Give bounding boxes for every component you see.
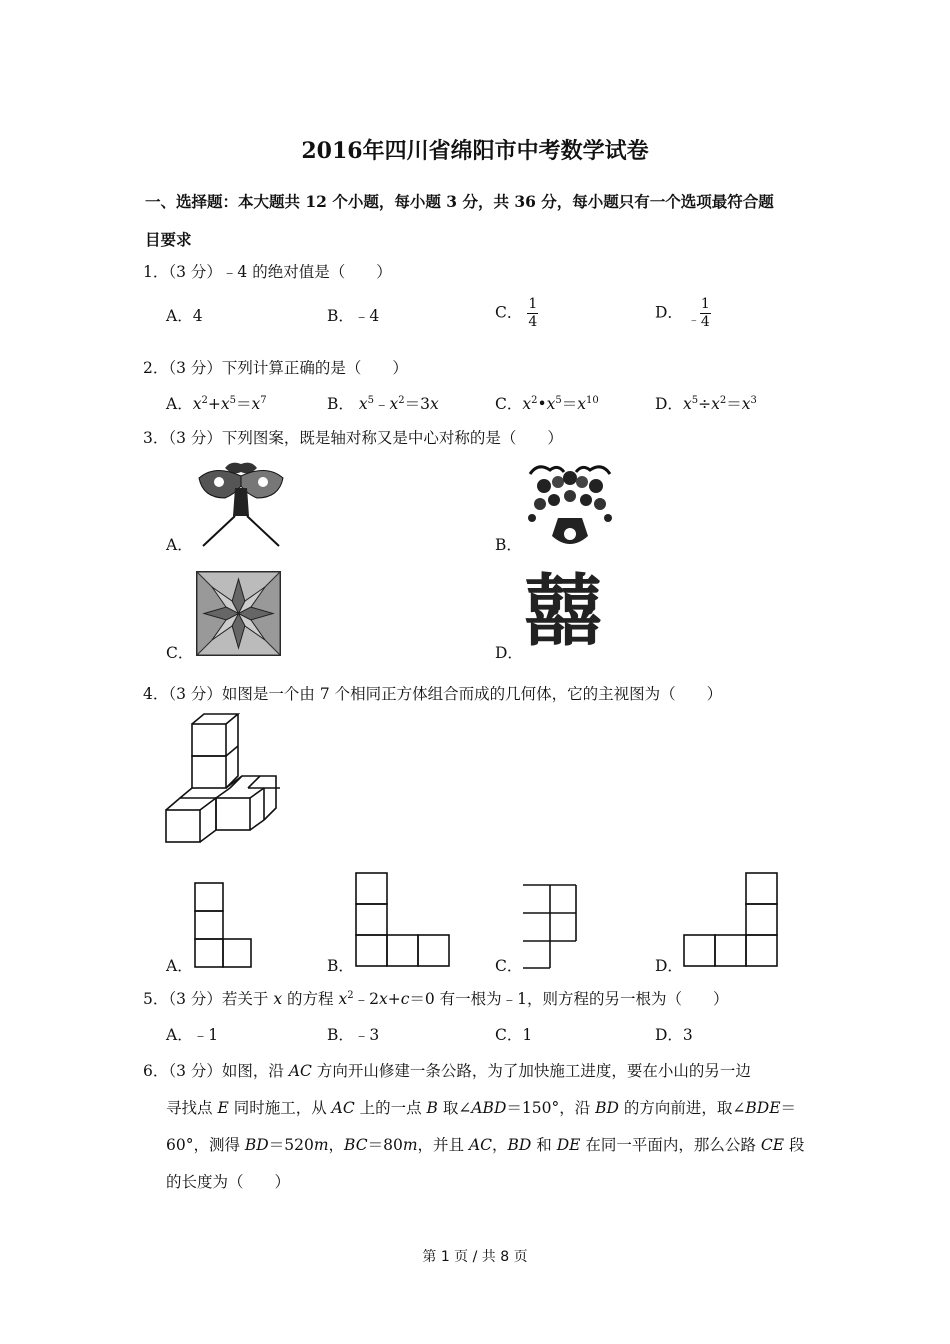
fraction: $\frac{1}{4}$ (700, 296, 710, 330)
q5-option-d: D．3 (655, 1026, 693, 1044)
q3-option-c-label: C． (166, 644, 194, 662)
q5-stem: 5．（3 分）若关于 x 的方程 $x^2﹣2x+c=0$ 有一根为﹣1，则方程的另一根为（ ） (143, 990, 729, 1008)
q1-stem: 1．（3 分）﹣4 的绝对值是（ ） (143, 263, 392, 281)
q1-option-b: B．﹣4 (327, 307, 380, 325)
q3-figure-c-square-pattern (196, 571, 281, 656)
q3-figure-d-double-happiness: 囍 (524, 567, 603, 657)
page-footer: 第 1 页 / 共 8 页 (422, 1249, 528, 1265)
section-heading: 一、选择题：本大题共 12 个小题，每小题 3 分，共 36 分，每小题只有一个选项最符合题 (145, 192, 774, 211)
q5-option-c: C．1 (495, 1026, 533, 1044)
q2-option-b: B． $x^5﹣x^2=3x$ (327, 395, 439, 413)
q2-option-c: C．$x^2•x^5=x^{10}$ (495, 395, 599, 413)
q1-option-c: C． $\frac{1}{4}$ (495, 296, 538, 330)
section-heading-cont: 目要求 (145, 230, 192, 249)
q2-option-a: A．$x^2+x^5=x^7$ (166, 395, 267, 413)
q4-option-a-label: A． (166, 957, 193, 975)
q4-option-c-label: C． (495, 957, 523, 975)
q4-option-d-figure (683, 872, 779, 970)
q6-line-4: 的长度为（ ） (166, 1173, 291, 1191)
q5-option-b: B．﹣3 (327, 1026, 380, 1044)
q6-line-3: 60°，测得 BD＝520m，BC＝80m，并且 AC，BD 和 DE 在同一平面内，那么公路 CE 段 (166, 1136, 805, 1154)
q3-option-b-label: B． (495, 536, 522, 554)
q4-option-b-figure (355, 872, 451, 970)
q4-option-d-label: D． (655, 957, 683, 975)
q3-option-a-label: A． (166, 536, 193, 554)
q5-option-a: A．﹣1 (166, 1026, 219, 1044)
q4-stem: 4．（3 分）如图是一个由 7 个相同正方体组合而成的几何体，它的主视图为（ ） (143, 685, 723, 703)
q3-figure-a-kite (195, 458, 287, 548)
page-title: 2016年四川省绵阳市中考数学试卷 (301, 138, 649, 164)
q3-stem: 3．（3 分）下列图案，既是轴对称又是中心对称的是（ ） (143, 429, 563, 447)
q4-option-a-figure (194, 882, 252, 970)
q1-option-a: A．4 (166, 307, 203, 325)
q4-option-b-label: B． (327, 957, 354, 975)
q2-option-d: D．$x^5\div x^2=x^3$ (655, 395, 757, 413)
q4-option-c-figure (522, 884, 578, 970)
q3-figure-b-flower-vase (524, 460, 616, 552)
q6-line-1: 6．（3 分）如图，沿 AC 方向开山修建一条公路，为了加快施工进度，要在小山的另一边 (143, 1062, 751, 1080)
fraction: $\frac{1}{4}$ (528, 296, 538, 330)
q2-stem: 2．（3 分）下列计算正确的是（ ） (143, 359, 408, 377)
q4-solid-figure (164, 714, 280, 844)
q6-line-2: 寻找点 E 同时施工，从 AC 上的一点 B 取∠ABD＝150°，沿 BD 的方向前进，取∠BDE＝ (166, 1099, 797, 1117)
q3-option-d-label: D． (495, 644, 523, 662)
q1-option-d: D． $_﹣$ $\frac{1}{4}$ (655, 296, 710, 330)
